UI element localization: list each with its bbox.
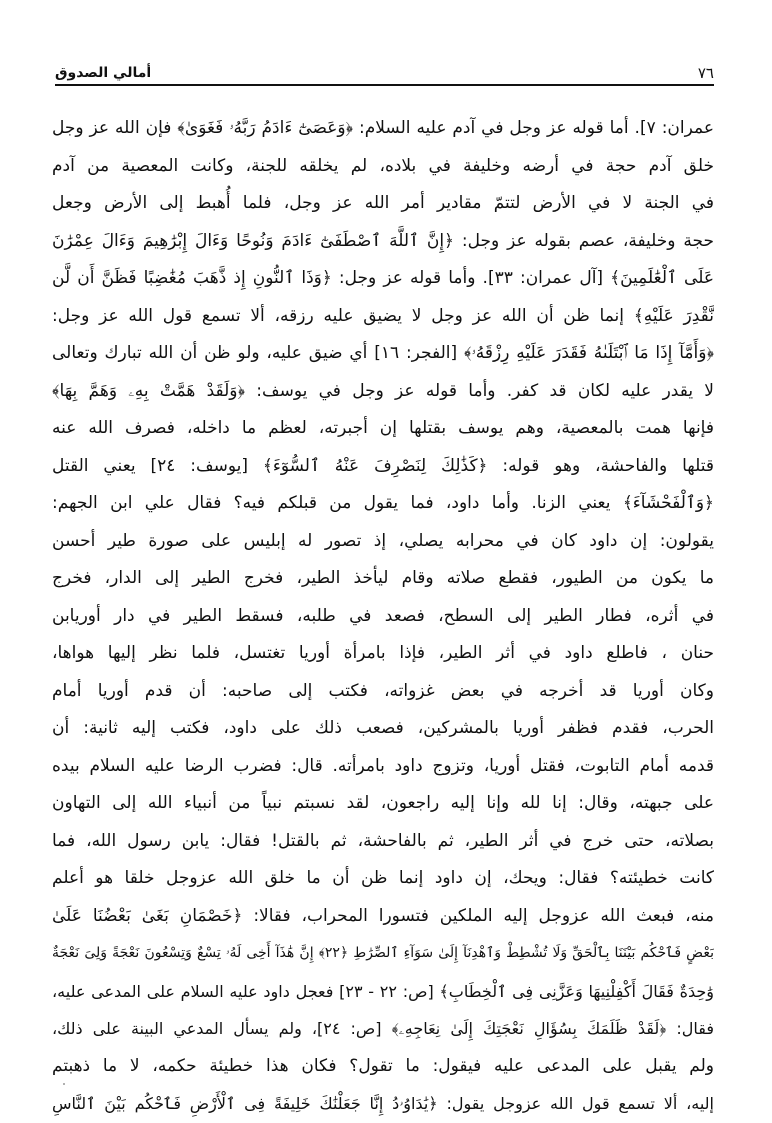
text-line: الحرب، فقدم فظفر أوريا بالمشركين، فصعب ذلك على داود، فكتب إليه ثانية: أن bbox=[52, 718, 714, 738]
text-line: عَلَى ٱلْعَٰلَمِينَ﴾ [آل عمران: ٣٣]. وأما قوله عز وجل: ﴿وَذَا ٱلنُّونِ إِذ ذَّهَبَ مُغَٰضِبًا فَظَنَّ أَن لَّن bbox=[52, 268, 714, 288]
text-line: حنان ، فاطلع داود في أثر الطير، فإذا بامرأة أوريا تغتسل، فلما نظر إليها هواها، bbox=[52, 643, 714, 663]
text-line: فقال: ﴿لَقَدْ ظَلَمَكَ بِسُؤَالِ نَعْجَتِكَ إِلَىٰ نِعَاجِهِۦ﴾ [ص: ٢٤]، ولم يسأل المدعي البينة على ذلك، bbox=[52, 1019, 714, 1038]
text-line: خلق آدم حجة في أرضه وخليفة في بلاده، لم يخلقه للجنة، وكانت المعصية من آدم bbox=[52, 155, 714, 176]
text-line: في أثره، فطار الطير إلى السطح، فصعد في طلبه، فسقط الطير في دار أوريابن bbox=[52, 605, 714, 626]
text-line: فإنها همت بالمعصية، وهم يوسف بقتلها إن أجبرته، لعظم ما داخله، فصرف الله عنه bbox=[52, 418, 714, 438]
body-text bbox=[52, 110, 714, 1123]
text-line: وَٰحِدَةٌ فَقَالَ أَكْفِلْنِيهَا وَعَزَّنِى فِى ٱلْخِطَابِ﴾ [ص: ٢٢ - ٢٣] فعجل داود عليه السلام على المدعى عليه، bbox=[52, 981, 714, 1001]
text-line: وكان أوريا قد أخرجه في بعض غزواته، فكتب إلى صاحبه: أن قدم أوريا أمام bbox=[52, 680, 714, 701]
text-line: ﴿وَأَمَّآ إِذَا مَا ٱبْتَلَىٰهُ فَقَدَرَ عَلَيْهِ رِزْقَهُۥ﴾ [الفجر: ١٦] أي ضيق عليه، ولو ظن أن الله تبارك وتعالى bbox=[52, 343, 714, 363]
text-line: يقولون: إن داود كان في محرابه يصلي، إذ تصور له إبليس على صورة طير أحسن bbox=[52, 530, 714, 551]
text-line: نَّقْدِرَ عَلَيْهِ﴾ إنما ظن أن الله عز وجل لا يضيق عليه رزقه، ألا تسمع قول الله عز وجل: bbox=[52, 305, 714, 326]
text-line: ما يكون من الطيور، فقطع صلاته وقام ليأخذ الطير، فخرج الطير إلى الدار، فخرج bbox=[52, 568, 714, 588]
text-line: بَعْضٍ فَٱحْكُم بَيْنَنَا بِٱلْحَقِّ وَلَا تُشْطِطْ وَٱهْدِنَآ إِلَىٰ سَوَآءِ ٱلصِّرَٰطِ ﴿٢٢﴾ إِنَّ هَٰذَآ أَخِى لَهُۥ تِسْعٌ وَتِسْعُونَ نَعْجَةً وَلِىَ نَعْجَةٌ bbox=[52, 945, 714, 961]
text-line: عمران: ٧]. أما قوله عز وجل في آدم عليه السلام: ﴿وَعَصَىٰٓ ءَادَمُ رَبَّهُۥ فَغَوَىٰ﴾ فإن الله عز وجل bbox=[52, 118, 714, 138]
text-line: بصلاته، حتى خرج في أثر الطير، ثم بالفاحشة، ثم بالقتل! فقال: يابن رسول الله، فما bbox=[52, 830, 714, 851]
book-title: أمالي الصدوق bbox=[55, 65, 152, 81]
text-line: في الجنة لا في الأرض لتتمّ مقادير أمر الله عز وجل، فلما أُهبط إلى الأرض وجعل bbox=[52, 193, 714, 213]
text-line: لا يقدر عليه لكان قد كفر. وأما قوله عز وجل في يوسف: ﴿وَلَقَدْ هَمَّتْ بِهِۦ وَهَمَّ بِهَا﴾ bbox=[52, 380, 714, 401]
text-line: قتلها والفاحشة، وهو قوله: ﴿كَذَٰلِكَ لِنَصْرِفَ عَنْهُ ٱلسُّوٓءَ﴾ [يوسف: ٢٤] يعني القتل bbox=[52, 455, 714, 476]
header-divider bbox=[55, 84, 714, 86]
text-line: ﴿وَٱلْفَحْشَآءَ﴾ يعني الزنا. وأما داود، فما يقول من قبلكم فيه؟ فقال علي ابن الجهم: bbox=[52, 493, 714, 513]
scan-speck bbox=[63, 1083, 65, 1085]
text-line: منه، فبعث الله عزوجل إليه الملكين فتسورا المحراب، فقالا: ﴿خَصْمَانِ بَغَىٰ بَعْضُنَا عَلَىٰ bbox=[52, 905, 714, 926]
running-header bbox=[55, 58, 714, 82]
text-line: قدمه أمام التابوت، فقتل أوريا، وتزوج داود بامرأته. قال: فضرب الرضا عليه السلام بيده bbox=[52, 755, 714, 776]
text-line: على جبهته، وقال: إنا لله وإنا إليه راجعون، لقد نسبتم نبياً من أنبياء الله إلى التهاون bbox=[52, 793, 714, 813]
page-number: ٧٦ bbox=[697, 64, 714, 82]
text-line: كانت خطيئته؟ فقال: ويحك، إن داود إنما ظن أن ما خلق الله عزوجل خلقا هو أعلم bbox=[52, 868, 714, 888]
text-line: حجة وخليفة، عصم بقوله عز وجل: ﴿إِنَّ ٱللَّهَ ٱصْطَفَىٰٓ ءَادَمَ وَنُوحًا وَءَالَ إِبْرَٰهِيمَ وَءَالَ عِمْرَٰنَ bbox=[52, 230, 714, 251]
text-line: ولم يقبل على المدعى عليه فيقول: ما تقول؟ فكان هذا خطيئة حكمه، لا ما ذهبتم bbox=[52, 1055, 714, 1076]
text-line: إليه، ألا تسمع قول الله عزوجل يقول: ﴿يَٰدَاوُۥدُ إِنَّا جَعَلْنَٰكَ خَلِيفَةً فِى ٱلْأَرْضِ فَٱحْكُم بَيْنَ ٱلنَّاسِ bbox=[52, 1094, 714, 1113]
